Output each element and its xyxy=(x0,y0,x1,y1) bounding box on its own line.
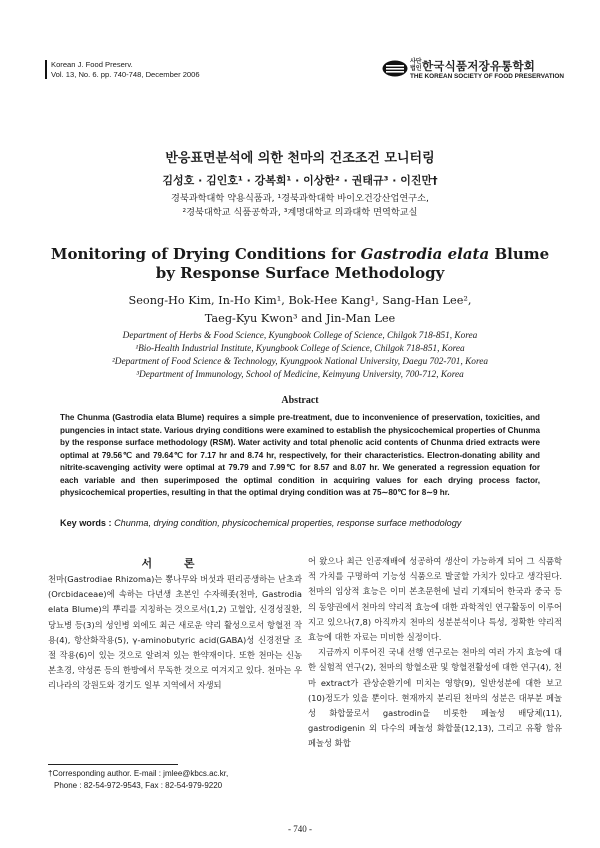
title-english xyxy=(40,245,560,283)
affiliation-korean-1: 경북과학대학 약용식품과, ¹경북과학대학 바이오건강산업연구소, xyxy=(171,193,429,204)
correspondence-email: †Corresponding author. E-mail : jmlee@kbcs.ac.kr, xyxy=(48,769,229,778)
abstract-heading: Abstract xyxy=(281,395,319,406)
society-emblem-icon xyxy=(382,60,408,77)
authors-english xyxy=(40,292,560,328)
keywords-label: Key words : xyxy=(60,518,112,528)
abstract-text: The Chunma (Gastrodia elata Blume) requires a simple pre-treatment, due to inconvenience of preservation, toxicities, and pungencies in intact state. Various drying conditions were examined to establish the physicochemical properties of Chunma by the response surface methodology (RSM). Water activity and total phenolic acid contents of Chunma dried extracts were optimal at 79.56℃ and 79.64℃ for 7.17 hr and 8.74 hr, respectively, for their characteristics. Electron-donating ability and nitrite-scavenging activity were optimal at 79.79 and 7.99℃ for 8.57 and 8.07 hr. We generated a regression equation for each variable and then superimposed the optimal condition in acquiring values for each drying process factor, physicochemical properties, resulting in that the optimal drying condition was at 75∼80℃ for 8∼9 hr. xyxy=(60,413,540,497)
authors-english-line1: Seong-Ho Kim, In-Ho Kim¹, Bok-Hee Kang¹, Sang-Han Lee², xyxy=(128,294,472,307)
footnote-divider xyxy=(48,764,178,765)
affiliation-english-1: Department of Herbs & Food Science, Kyungbook College of Science, Chilgok 718-851, Korea xyxy=(122,331,478,341)
body-right-paragraph-2: 지금까지 이루어진 국내 선행 연구로는 천마의 여러 가지 효능에 대한 실험적 연구(2), 천마의 항혈소판 및 항혈전활성에 대한 연구(4), 천마 extract가 관상순환기에 미치는 영향(9), 일반성분에 대한 보고(10)정도가 있을 뿐이다. 현재까지 분리된 천마의 성분은 대부분 페놀성 화합물로서 gastrodin을 비롯한 페놀성 배당체(11), gastrodigenin 외 다수의 페놀성 화합물(12,13), 그리고 유황 함유 페놀성 화합 xyxy=(308,647,562,749)
keywords xyxy=(60,518,540,528)
journal-citation xyxy=(45,60,200,79)
journal-volume: Vol. 13, No. 6. pp. 740-748, December 2006 xyxy=(51,69,200,79)
body-left-column: 천마(Gastrodiae Rhizoma)는 뽕나무와 버섯과 편리공생하는 난초과(Orcbidaceae)에 속하는 다년생 초본인 수자해좃(천마, Gastrodia elata Blume)의 뿌리를 지칭하는 것으로서(1,2) 고혈압, 신경성질환, 당뇨병 등(3)의 성인병 외에도 최근 새로운 약리 활성으로서 항혈전 작용(4), 항산화작용(5), γ-aminobutyric acid(GABA)성 신경전달 조절 작용(6)이 있는 것으로 알려져 있는 한약재이다. 또한 천마는 신농본초경, 약성론 등의 한방에서 무독한 것으로 여겨지고 있다. 천마는 우리나라의 강원도와 경기도 일부 지역에서 자생되 xyxy=(48,574,302,691)
correspondence-phone: Phone : 82-54-972-9543, Fax : 82-54-979-9220 xyxy=(54,781,223,790)
body-right-paragraph-1: 어 왔으나 최근 인공재배에 성공하여 생산이 가능하게 되어 그 식품학적 가치를 구명하여 기능성 식품으로 발굴할 가치가 있다고 생각된다. 천마의 임상적 효능은 이미 본초문헌에 널리 기재되어 한국과 중국 등의 동양권에서 천마의 약리적 효능에 대한 과학적인 연구활동이 이루어지고 있으나(7,8) 아직까지 천마의 성분분석이나 특성, 정확한 약리적 효능에 대한 자료는 미비한 실정이다. xyxy=(308,556,562,643)
body-right-column xyxy=(308,554,562,752)
page-number: - 740 - xyxy=(288,824,312,834)
title-korean: 반응표면분석에 의한 천마의 건조조건 모니터링 xyxy=(165,151,435,166)
affiliation-english-4: ³Department of Immunology, School of Medicine, Keimyung University, 700-712, Korea xyxy=(136,370,464,380)
keywords-text: Chunma, drying condition, physicochemical properties, response surface methodology xyxy=(114,518,462,528)
society-small-label: 사단 법인 xyxy=(410,58,422,72)
title-english-part2: Blume by Response Surface Methodology xyxy=(155,245,550,282)
section-title-introduction: 서 론 xyxy=(141,557,209,570)
society-logo xyxy=(382,58,564,84)
society-name-en: THE KOREAN SOCIETY OF FOOD PRESERVATION xyxy=(410,73,564,80)
journal-name: Korean J. Food Preserv. xyxy=(51,60,133,69)
title-english-species: Gastrodia elata xyxy=(360,245,490,263)
affiliation-english-2: ¹Bio-Health Industrial Institute, Kyungbook College of Science, Chilgok 718-851, Korea xyxy=(135,344,465,354)
society-name-ko: 한국식품저장유통학회 xyxy=(422,59,536,73)
affiliation-english-3: ²Department of Food Science & Technology, Kyungpook National University, Daegu 702-701, Korea xyxy=(112,357,488,367)
title-english-part1: Monitoring of Drying Conditions for xyxy=(50,245,361,263)
authors-korean: 김성호 · 김인호¹ · 강복희¹ · 이상한² · 권태규³ · 이진만† xyxy=(162,174,438,187)
correspondence-footnote xyxy=(48,768,228,792)
authors-english-line2: Taeg-Kyu Kwon³ and Jin-Man Lee xyxy=(204,312,396,325)
affiliation-korean-2: ²경북대학교 식품공학과, ³계명대학교 의과대학 면역학교실 xyxy=(182,207,418,218)
